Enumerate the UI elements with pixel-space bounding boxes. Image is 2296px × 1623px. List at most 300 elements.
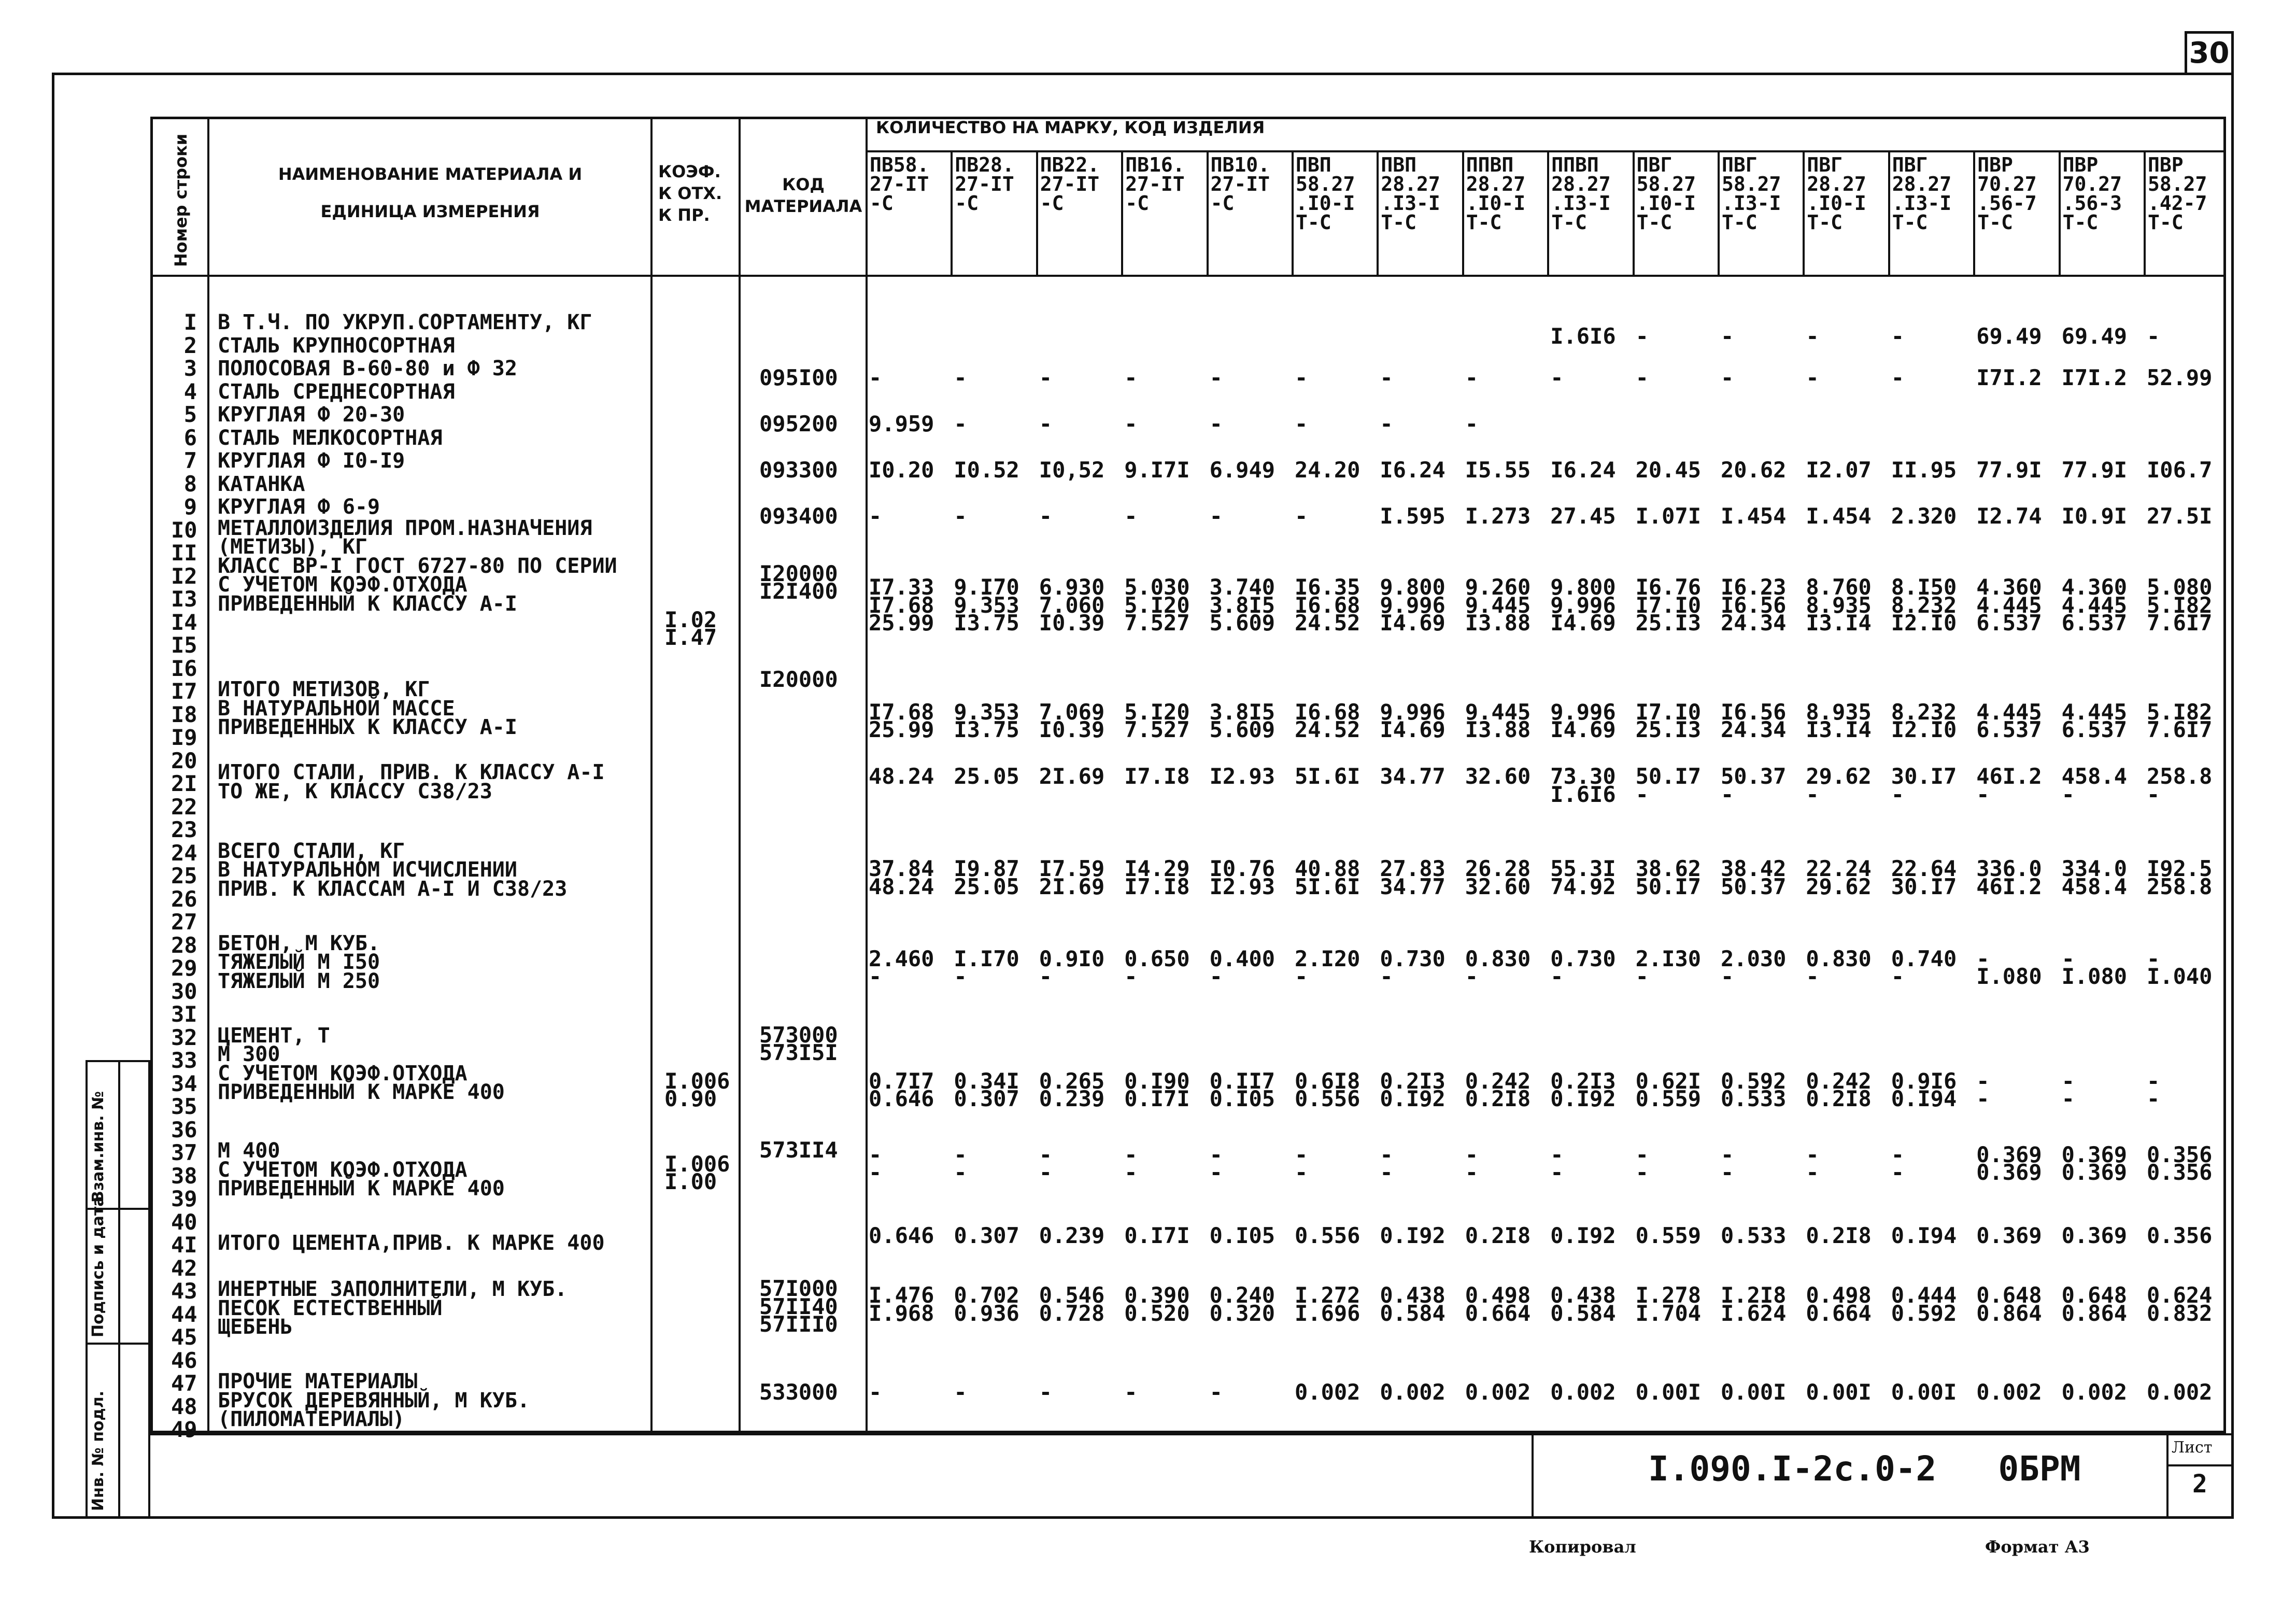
- cell-value: - I.080: [1976, 945, 2042, 990]
- cell-value: I7I.2: [2061, 365, 2128, 390]
- cell-value: 9.996 I4.69: [1380, 699, 1445, 742]
- col-divider: [1547, 150, 1549, 275]
- material-name: ВСЕГО СТАЛИ, КГ В НАТУРАЛЬНОМ ИСЧИСЛЕНИИ ПРИВ. К КЛАССАМ А-I И С38/23: [218, 839, 568, 901]
- cell-value: 9.800 9.996 I4.69: [1550, 574, 1616, 636]
- cell-value: -: [954, 365, 967, 390]
- cell-value: 0.830 -: [1806, 945, 1872, 990]
- cell-value: 0.559: [1635, 1222, 1702, 1248]
- cell-value: 0.369: [2061, 1222, 2128, 1248]
- cell-value: 38.62 50.I7: [1635, 856, 1702, 899]
- quantity-header: КОЛИЧЕСТВО НА МАРКУ, КОД ИЗДЕЛИЯ: [876, 118, 1265, 137]
- cell-value: 4.445 6.537: [1976, 699, 2042, 742]
- header-divider: [150, 275, 2226, 277]
- cell-value: 26.28 32.60: [1465, 856, 1531, 899]
- row-number: I6: [171, 655, 197, 681]
- cell-value: I.476 I.968: [869, 1282, 934, 1326]
- cell-value: 73.30 I.6I6: [1550, 764, 1616, 807]
- cell-value: -: [1721, 365, 1734, 390]
- cell-value: 4.360 4.445 6.537: [2061, 574, 2128, 636]
- cell-value: -: [1550, 365, 1564, 390]
- cell-value: 3.8I5 5.609: [1209, 699, 1275, 742]
- cell-value: 0.002: [1976, 1379, 2042, 1405]
- material-code: 573000 573I5I: [759, 1022, 838, 1065]
- cell-value: 0.002: [1465, 1379, 1531, 1405]
- sheet-label: Лист: [2172, 1438, 2213, 1457]
- cell-value: I7.68 25.99: [869, 699, 934, 742]
- cell-value: -: [1209, 411, 1223, 436]
- row-number: I8: [171, 701, 197, 727]
- row-number: 2I: [171, 771, 197, 796]
- cell-value: 336.0 46I.2: [1976, 856, 2042, 899]
- column-header: ПВП 58.27 .I0-I T-C: [1296, 153, 1355, 234]
- row-number: I0: [171, 517, 197, 543]
- row-number: 25: [171, 863, 197, 888]
- row-number: 33: [171, 1048, 197, 1073]
- stamp-top-line: [150, 1433, 2234, 1435]
- cell-value: I0.52: [954, 457, 1019, 483]
- material-code: 093300: [759, 457, 838, 483]
- row-number: 37: [171, 1140, 197, 1165]
- cell-value: 27.5I: [2147, 503, 2213, 529]
- col-divider: [1121, 150, 1123, 275]
- cell-value: - -: [1039, 1141, 1053, 1186]
- cell-value: - I.040: [2147, 945, 2213, 990]
- cell-value: -: [1380, 365, 1393, 390]
- cell-value: 9.I70 9.353 I3.75: [954, 574, 1019, 636]
- cell-value: 6.949: [1209, 457, 1275, 483]
- cell-value: 0.498 0.664: [1806, 1282, 1872, 1326]
- cell-value: I.273: [1465, 503, 1531, 529]
- cell-value: -: [2147, 323, 2160, 349]
- col-divider: [2144, 150, 2146, 275]
- cell-value: - -: [1891, 1141, 1905, 1186]
- quantity-subdivider: [866, 150, 2226, 152]
- row-number: 6: [183, 425, 197, 450]
- material-name: ИНЕРТНЫЕ ЗАПОЛНИТЕЛИ, М КУБ. ПЕСОК ЕСТЕСТВЕННЫЙ ЩЕБЕНЬ: [218, 1277, 568, 1339]
- cell-value: 9.800 9.996 I4.69: [1380, 574, 1445, 636]
- cell-value: 0.240 0.320: [1209, 1282, 1275, 1326]
- cell-value: 0.6I8 0.556: [1295, 1068, 1360, 1111]
- col-divider: [739, 117, 741, 1433]
- cell-value: 40.88 5I.6I: [1295, 856, 1360, 899]
- side-stamp-divider: [118, 1060, 120, 1519]
- cell-value: -: [1891, 365, 1905, 390]
- cell-value: -: [1465, 365, 1479, 390]
- row-number: 3I: [171, 1001, 197, 1027]
- material-name: М 400 С УЧЕТОМ КОЭФ.ОТХОДА ПРИВЕДЕННЫЙ К МАРКЕ 400: [218, 1139, 505, 1201]
- cell-value: 0.242 0.2I8: [1465, 1068, 1531, 1111]
- cell-value: 0.239: [1039, 1222, 1105, 1248]
- cell-value: 0.369 0.369: [1976, 1141, 2042, 1186]
- col-divider: [1207, 150, 1209, 275]
- cell-value: 5.I82 7.6I7: [2147, 699, 2213, 742]
- cell-value: 8.935 I3.I4: [1806, 699, 1872, 742]
- cell-value: 27.83 34.77: [1380, 856, 1445, 899]
- cell-value: -: [1295, 365, 1308, 390]
- footer-format: Формат А3: [1985, 1537, 2090, 1557]
- cell-value: -: [1124, 365, 1138, 390]
- cell-value: 0.2I3 0.I92: [1380, 1068, 1445, 1111]
- cell-value: 0.438 0.584: [1550, 1282, 1616, 1326]
- cell-value: 0.498 0.664: [1465, 1282, 1531, 1326]
- cell-value: 0.002: [1380, 1379, 1445, 1405]
- cell-value: -: [1039, 1379, 1053, 1405]
- cell-value: 0.646: [869, 1222, 934, 1248]
- cell-value: 0.002: [1550, 1379, 1616, 1405]
- cell-value: 258.8 -: [2147, 764, 2213, 807]
- cell-value: -: [1124, 411, 1138, 436]
- cell-value: - -: [1806, 1141, 1819, 1186]
- cell-value: I7.33 I7.68 25.99: [869, 574, 934, 636]
- col-divider: [650, 117, 653, 1433]
- cell-value: -: [1124, 1379, 1138, 1405]
- row-number: 34: [171, 1070, 197, 1096]
- cell-value: 0.2I8: [1465, 1222, 1531, 1248]
- cell-value: 0.556: [1295, 1222, 1360, 1248]
- coefficient: I.006 0.90: [664, 1068, 730, 1111]
- row-number: II: [171, 540, 197, 566]
- cell-value: 0.002: [2061, 1379, 2128, 1405]
- cell-value: 0.I05: [1209, 1222, 1275, 1248]
- cell-value: 0.369: [1976, 1222, 2042, 1248]
- cell-value: 9.260 9.445 I3.88: [1465, 574, 1531, 636]
- material-code: I20000 I2I400: [759, 560, 838, 604]
- cell-value: -: [1209, 1379, 1223, 1405]
- cell-value: 4.360 4.445 6.537: [1976, 574, 2042, 636]
- cell-value: 0.62I 0.559: [1635, 1068, 1702, 1111]
- cell-value: I9.87 25.05: [954, 856, 1019, 899]
- material-code: 533000: [759, 1379, 838, 1405]
- col-divider: [1888, 150, 1890, 275]
- cell-value: 77.9I: [2061, 457, 2128, 483]
- row-number: I7: [171, 679, 197, 704]
- cell-value: I2.93: [1209, 764, 1275, 789]
- column-header: ПВГ 28.27 .I3-I T-C: [1892, 153, 1952, 234]
- col-divider: [1718, 150, 1720, 275]
- cell-value: - -: [2061, 1068, 2075, 1111]
- cell-value: -: [1465, 411, 1479, 436]
- cell-value: -: [1209, 365, 1223, 390]
- cell-value: 0.356: [2147, 1222, 2213, 1248]
- cell-value: -: [1635, 365, 1649, 390]
- cell-value: 0.00I: [1806, 1379, 1872, 1405]
- column-header: ПВ58. 27-IT -C: [870, 153, 929, 215]
- side-stamp-label: Подпись и дата: [89, 1196, 107, 1337]
- column-header: ППВП 28.27 .I3-I T-C: [1551, 153, 1611, 234]
- cell-value: 4.445 6.537: [2061, 699, 2128, 742]
- cell-value: 0.9I6 0.I94: [1891, 1068, 1957, 1111]
- cell-value: II.95: [1891, 457, 1957, 483]
- row-number: 20: [171, 747, 197, 773]
- material-code: I20000: [759, 667, 838, 693]
- cell-value: 0.002: [1295, 1379, 1360, 1405]
- cell-value: - -: [1550, 1141, 1564, 1186]
- cell-value: -: [869, 365, 882, 390]
- cell-value: -: [1209, 503, 1223, 529]
- row-number: 30: [171, 978, 197, 1004]
- cell-value: -: [1124, 503, 1138, 529]
- cell-value: -: [1891, 323, 1905, 349]
- cell-value: - -: [1635, 1141, 1649, 1186]
- cell-value: I2.07: [1806, 457, 1872, 483]
- material-name: ИТОГО МЕТИЗОВ, КГ В НАТУРАЛЬНОЙ МАССЕ ПРИВЕДЕННЫХ К КЛАССУ А-I: [218, 678, 517, 739]
- stamp-divider: [2166, 1464, 2234, 1466]
- cell-value: 0.533: [1721, 1222, 1787, 1248]
- cell-value: I92.5 258.8: [2147, 856, 2213, 899]
- cell-value: 9.445 I3.88: [1465, 699, 1531, 742]
- cell-value: I0,52: [1039, 457, 1105, 483]
- row-number: 38: [171, 1163, 197, 1189]
- cell-value: -: [869, 503, 882, 529]
- cell-value: - -: [1124, 1141, 1138, 1186]
- cell-value: 0.546 0.728: [1039, 1282, 1105, 1326]
- cell-value: -: [954, 1379, 967, 1405]
- cell-value: 0.648 0.864: [1976, 1282, 2042, 1326]
- row-number: 48: [171, 1393, 197, 1419]
- row-number: 4: [183, 378, 197, 404]
- cell-value: -: [1039, 411, 1053, 436]
- cell-value: I0.9I: [2061, 503, 2128, 529]
- cell-value: 50.I7 -: [1635, 764, 1702, 807]
- cell-value: - -: [1380, 1141, 1393, 1186]
- cell-value: 458.4 -: [2061, 764, 2128, 807]
- cell-value: I.595: [1380, 503, 1445, 529]
- cell-value: 8.I50 8.232 I2.I0: [1891, 574, 1957, 636]
- cell-value: 2.I20 -: [1295, 945, 1360, 990]
- cell-value: 0.730 -: [1550, 945, 1616, 990]
- row-number: I3: [171, 586, 197, 612]
- row-number: 45: [171, 1324, 197, 1350]
- col-divider: [1973, 150, 1975, 275]
- cell-value: 69.49: [2061, 323, 2128, 349]
- col-divider: [1462, 150, 1464, 275]
- cell-value: I.454: [1806, 503, 1872, 529]
- page-number-box: [2185, 31, 2234, 75]
- cell-value: 0.34I 0.307: [954, 1068, 1019, 1111]
- cell-value: I7.I0 25.I3: [1635, 699, 1702, 742]
- cell-value: 0.00I: [1721, 1379, 1787, 1405]
- row-number: 35: [171, 1094, 197, 1119]
- cell-value: 0.830 -: [1465, 945, 1531, 990]
- row-number: 43: [171, 1278, 197, 1304]
- row-number: 40: [171, 1209, 197, 1235]
- cell-value: 0.242 0.2I8: [1806, 1068, 1872, 1111]
- row-number: I: [183, 309, 197, 335]
- column-header: ПВ16. 27-IT -C: [1125, 153, 1185, 215]
- row-number: 28: [171, 932, 197, 958]
- cell-value: I7I.2: [1976, 365, 2042, 390]
- cell-value: -: [1380, 411, 1393, 436]
- cell-value: 0.I92: [1550, 1222, 1616, 1248]
- cell-value: -: [1295, 503, 1308, 529]
- row-number-header: Номер строки: [171, 133, 191, 267]
- cell-value: - -: [1209, 1141, 1223, 1186]
- material-name: ИТОГО ЦЕМЕНТА,ПРИВ. К МАРКЕ 400: [218, 1231, 605, 1255]
- cell-value: 37.84 48.24: [869, 856, 934, 899]
- row-number: 8: [183, 471, 197, 497]
- col-divider: [207, 117, 209, 1433]
- cell-value: I.272 I.696: [1295, 1282, 1360, 1326]
- column-header: ПВР 70.27 .56-7 T-C: [1977, 153, 2037, 234]
- cell-value: 0.390 0.520: [1124, 1282, 1190, 1326]
- cell-value: - -: [1721, 1141, 1734, 1186]
- column-header: ПВ22. 27-IT -C: [1040, 153, 1100, 215]
- cell-value: 0.624 0.832: [2147, 1282, 2213, 1326]
- cell-value: 0.I92: [1380, 1222, 1445, 1248]
- cell-value: 0.650 -: [1124, 945, 1190, 990]
- cell-value: I.I70 -: [954, 945, 1019, 990]
- cell-value: I6.35 I6.68 24.52: [1295, 574, 1360, 636]
- cell-value: - I.080: [2061, 945, 2128, 990]
- row-number: 4I: [171, 1232, 197, 1258]
- cell-value: 0.2I8: [1806, 1222, 1872, 1248]
- cell-value: I.454: [1721, 503, 1787, 529]
- cell-value: I.6I6: [1550, 323, 1616, 349]
- stamp-divider: [1532, 1433, 1534, 1519]
- cell-value: 52.99: [2147, 365, 2213, 390]
- cell-value: I6.24: [1380, 457, 1445, 483]
- cell-value: 0.307: [954, 1222, 1019, 1248]
- row-number: 24: [171, 840, 197, 866]
- cell-value: I.07I: [1635, 503, 1702, 529]
- cell-value: - -: [1465, 1141, 1479, 1186]
- column-header: ПВГ 58.27 .I3-I T-C: [1722, 153, 1781, 234]
- cell-value: 5I.6I: [1295, 764, 1360, 789]
- cell-value: - -: [2147, 1068, 2160, 1111]
- row-number: 29: [171, 955, 197, 981]
- row-number: I4: [171, 609, 197, 635]
- cell-value: I0.20: [869, 457, 934, 483]
- cell-value: 34.77: [1380, 764, 1445, 789]
- cell-value: 0.II7 0.I05: [1209, 1068, 1275, 1111]
- cell-value: 0.369 0.369: [2061, 1141, 2128, 1186]
- cell-value: 5.030 5.I20 7.527: [1124, 574, 1190, 636]
- cell-value: 55.3I 74.92: [1550, 856, 1616, 899]
- cell-value: I6.23 I6.56 24.34: [1721, 574, 1787, 636]
- col-divider: [2059, 150, 2061, 275]
- cell-value: 32.60: [1465, 764, 1531, 789]
- cell-value: - -: [869, 1141, 882, 1186]
- cell-value: 0.I94: [1891, 1222, 1957, 1248]
- row-number: 44: [171, 1301, 197, 1327]
- cell-value: -: [1039, 365, 1053, 390]
- material-code: 573II4: [759, 1137, 838, 1163]
- coefficient: I.006 I.00: [664, 1151, 730, 1195]
- cell-value: 9.353 I3.75: [954, 699, 1019, 742]
- cell-value: I.278 I.704: [1635, 1282, 1702, 1326]
- column-header: ПВГ 28.27 .I0-I T-C: [1807, 153, 1866, 234]
- cell-value: 8.232 I2.I0: [1891, 699, 1957, 742]
- row-number: I9: [171, 725, 197, 750]
- material-name: ИТОГО СТАЛИ, ПРИВ. К КЛАССУ А-I ТО ЖЕ, К КЛАССУ С38/23: [218, 760, 605, 803]
- cell-value: I0.76 I2.93: [1209, 856, 1275, 899]
- row-number: 39: [171, 1186, 197, 1211]
- column-header: ПВР 70.27 .56-3 T-C: [2062, 153, 2122, 234]
- cell-value: 0.9I0 -: [1039, 945, 1105, 990]
- cell-value: 5.I20 7.527: [1124, 699, 1190, 742]
- col-divider: [1377, 150, 1379, 275]
- cell-value: 9.996 I4.69: [1550, 699, 1616, 742]
- row-number: 5: [183, 402, 197, 427]
- cell-value: 22.24 29.62: [1806, 856, 1872, 899]
- row-number: 27: [171, 909, 197, 935]
- cell-value: 2.320: [1891, 503, 1957, 529]
- cell-value: 0.00I: [1635, 1379, 1702, 1405]
- cell-value: 46I.2 -: [1976, 764, 2042, 807]
- row-number: 32: [171, 1024, 197, 1050]
- cell-value: 0.592 0.533: [1721, 1068, 1787, 1111]
- cell-value: 2.460 -: [869, 945, 934, 990]
- material-name: БЕТОН, М КУБ. ТЯЖЕЛЫЙ М I50 ТЯЖЕЛЫЙ М 250: [218, 931, 380, 993]
- cell-value: 38.42 50.37: [1721, 856, 1787, 899]
- cell-value: 334.0 458.4: [2061, 856, 2128, 899]
- row-number: 42: [171, 1255, 197, 1281]
- row-number: 7: [183, 448, 197, 473]
- cell-value: 25.05: [954, 764, 1019, 789]
- cell-value: 0.444 0.592: [1891, 1282, 1957, 1326]
- col-divider: [1036, 150, 1038, 275]
- col-divider: [1292, 150, 1294, 275]
- cell-value: 20.62: [1721, 457, 1787, 483]
- page-number: 30: [2189, 36, 2230, 70]
- cell-value: -: [954, 503, 967, 529]
- coefficient: I.02 I.47: [664, 606, 717, 650]
- row-number: 49: [171, 1417, 197, 1442]
- cell-value: I5.55: [1465, 457, 1531, 483]
- cell-value: 0.00I: [1891, 1379, 1957, 1405]
- cell-value: -: [954, 411, 967, 436]
- cell-value: 0.265 0.239: [1039, 1068, 1105, 1111]
- cell-value: - -: [954, 1141, 967, 1186]
- cell-value: 0.002: [2147, 1379, 2213, 1405]
- cell-value: 0.438 0.584: [1380, 1282, 1445, 1326]
- column-header: ППВП 28.27 .I0-I T-C: [1466, 153, 1526, 234]
- material-code: 093400: [759, 503, 838, 529]
- material-code: 57I000 57II40 57III0: [759, 1276, 838, 1337]
- cell-value: 22.64 30.I7: [1891, 856, 1957, 899]
- column-header: ПВР 58.27 .42-7 T-C: [2148, 153, 2207, 234]
- cell-value: 0.2I3 0.I92: [1550, 1068, 1616, 1111]
- cell-value: 6.930 7.060 I0.39: [1039, 574, 1105, 636]
- cell-value: I06.7: [2147, 457, 2213, 483]
- cell-value: 30.I7 -: [1891, 764, 1957, 807]
- cell-value: I7.I8: [1124, 764, 1190, 789]
- column-header: ПВ28. 27-IT -C: [955, 153, 1014, 215]
- cell-value: -: [1806, 323, 1819, 349]
- cell-value: -: [1295, 411, 1308, 436]
- coef-header: КОЭФ. К ОТХ. К ПР.: [658, 162, 722, 225]
- material-name: МЕТАЛЛОИЗДЕЛИЯ ПРОМ.НАЗНАЧЕНИЯ (МЕТИЗЫ), КГ КЛАСС ВР-I ГОСТ 6727-80 ПО СЕРИИ С УЧЕТОМ КОЭФ.ОТХОДА ПРИВЕДЕННЫЙ К КЛАССУ А-I: [218, 516, 617, 616]
- sheet-number: 2: [2192, 1470, 2207, 1499]
- cell-value: 69.49: [1976, 323, 2042, 349]
- cell-value: 24.20: [1295, 457, 1360, 483]
- row-number: 9: [183, 494, 197, 519]
- cell-value: 77.9I: [1976, 457, 2042, 483]
- cell-value: 50.37 -: [1721, 764, 1787, 807]
- code-header: КОД МАТЕРИАЛА: [744, 175, 862, 216]
- cell-value: -: [1039, 503, 1053, 529]
- cell-value: 2I.69: [1039, 764, 1105, 789]
- column-header: ПВГ 58.27 .I0-I T-C: [1636, 153, 1696, 234]
- row-number: 46: [171, 1347, 197, 1373]
- cell-value: I6.24: [1550, 457, 1616, 483]
- cell-value: I6.76 I7.I0 25.I3: [1635, 574, 1702, 636]
- cell-value: 0.356 0.356: [2147, 1141, 2213, 1186]
- row-number: 47: [171, 1371, 197, 1396]
- cell-value: - -: [1295, 1141, 1308, 1186]
- cell-value: 3.740 3.8I5 5.609: [1209, 574, 1275, 636]
- row-number: 2: [183, 332, 197, 358]
